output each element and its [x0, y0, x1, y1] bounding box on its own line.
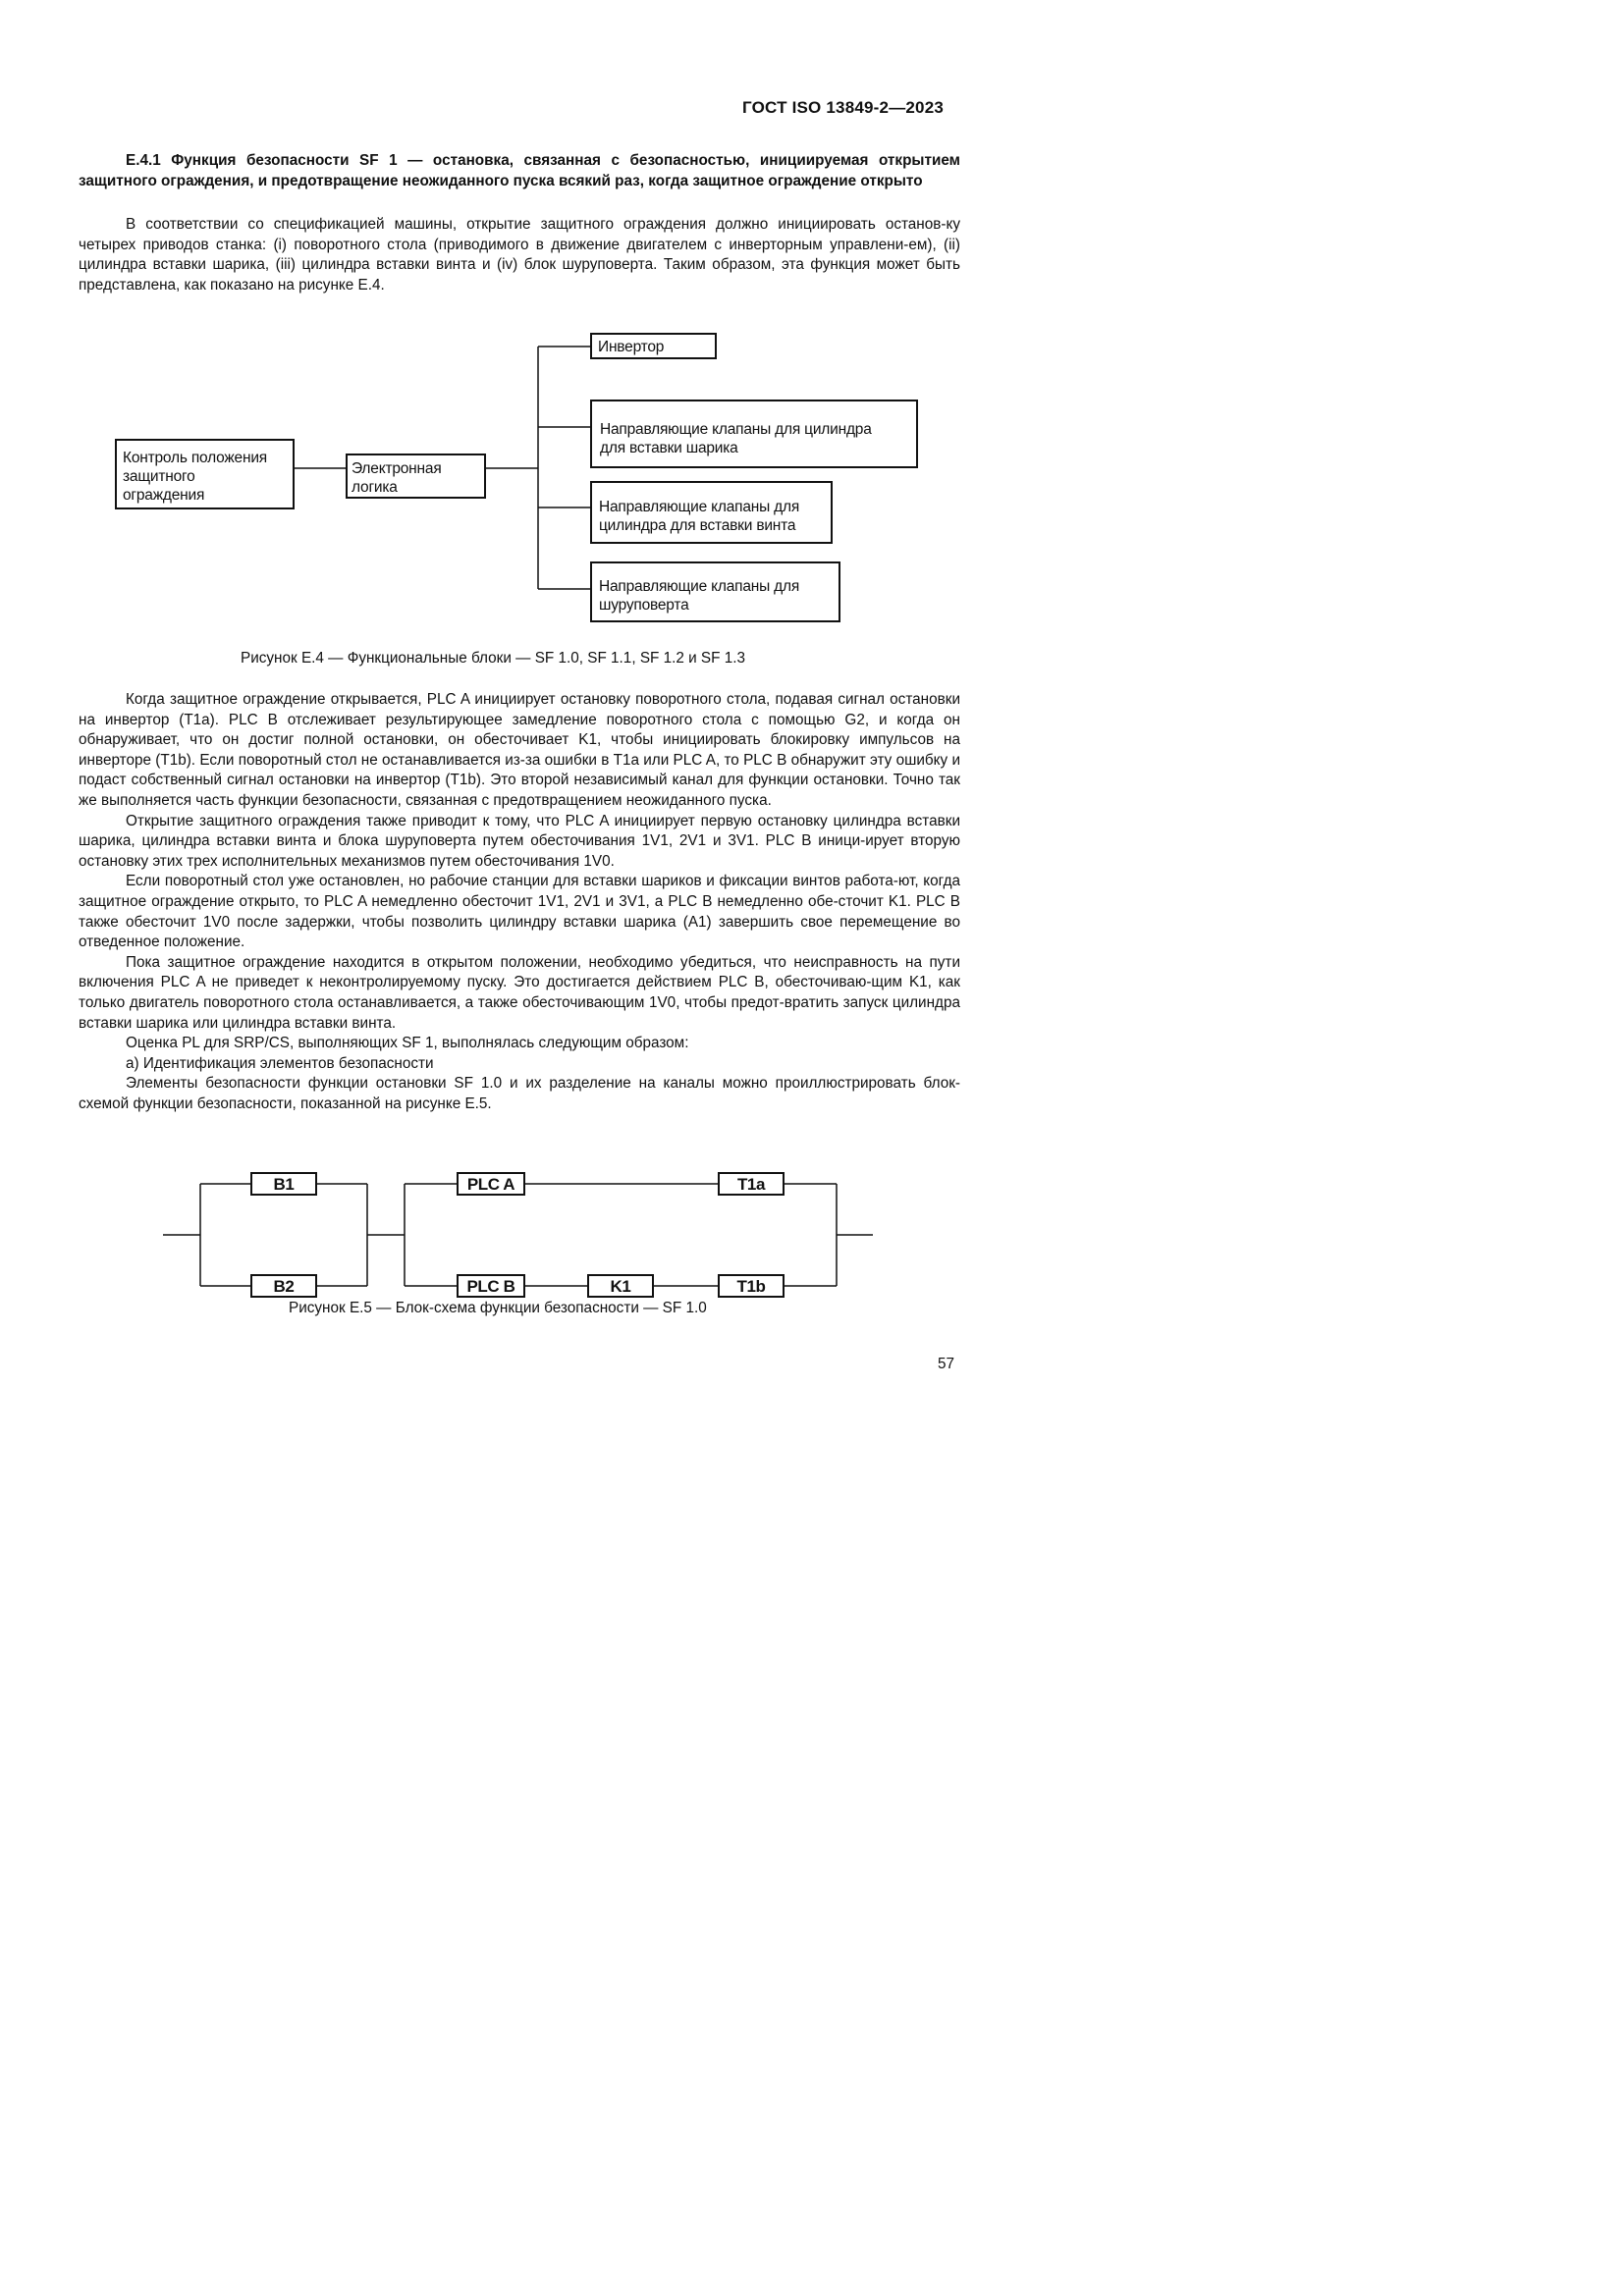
block-screwdriver-valves-label: Направляющие клапаны для шуруповерта [599, 578, 800, 614]
figure-e4-caption: Рисунок Е.4 — Функциональные блоки — SF 1.0, SF 1.1, SF 1.2 и SF 1.3 [241, 650, 745, 667]
document-header: ГОСТ ISO 13849-2—2023 [742, 98, 945, 117]
paragraph-safety-elements: Элементы безопасности функции остановки SF 1.0 и их разделение на каналы можно проиллюстрировать блок-схемой функции безопасности, показанной на рисунке Е.5. [79, 1075, 960, 1112]
block-b2-label: B2 [273, 1277, 295, 1296]
block-inverter-label: Инвертор [598, 339, 665, 355]
paragraph-guard-opening: Когда защитное ограждение открывается, PLC A инициирует остановку поворотного стола, подавая сигнал остановки на инвертор (T1a). PLC B отслеживает результирующее замедление поворотного стола с помощью G2, и когда он обнаруживает, что он достиг полной остановки, он обесточивает K1, чтобы инициировать блокировку импульсов на инверторе (T1b). Если поворотный стол не останавливается из-за ошибки в T1a или PLC A, то PLC B обнаружит эту ошибку и подаст собственный сигнал остановки на инвертор (T1b). Это второй независимый канал для функции остановки. Точно так же выполняется часть функции безопасности, связанная с предотвращением неожиданного пуска. [79, 691, 960, 809]
paragraph-pl-evaluation: Оценка PL для SRP/CS, выполняющих SF 1, выполнялась следующим образом: [126, 1035, 689, 1052]
figure-e5-diagram [163, 1173, 873, 1297]
block-t1b-label: T1b [736, 1277, 766, 1296]
paragraph-table-stopped: Если поворотный стол уже остановлен, но рабочие станции для вставки шариков и фиксации винтов работа-ют, когда защитное ограждение открыто, то PLC A немедленно обесточит 1V1, 2V1 и 3V1, а PLC B немедленно обе-сточит K1. PLC B также обесточит 1V0 после задержки, чтобы позволить цилиндру вставки шарика (A1) завершить свое перемещение во отведенное положение. [79, 873, 960, 951]
body-text [79, 690, 960, 1114]
block-guard-position-monitoring-label: Контроль положения защитного ограждения [123, 450, 267, 504]
block-k1-label: K1 [610, 1277, 631, 1296]
block-plc-a-label: PLC A [466, 1175, 515, 1194]
block-electronic-logic-label: Электронная логика [352, 460, 442, 496]
block-ball-cylinder-valves-label: Направляющие клапаны для цилиндра для вставки шарика [600, 421, 872, 456]
list-item-a: a) Идентификация элементов безопасности [126, 1054, 434, 1072]
section-heading: Е.4.1 Функция безопасности SF 1 — остановка, связанная с безопасностью, инициируемая открытием защитного ограждения, и предотвращение неожиданного пуска всякий раз, когда защитное ограждение открыто [79, 152, 960, 189]
block-plc-b-label: PLC B [466, 1277, 515, 1296]
paragraph-unexpected-start: Пока защитное ограждение находится в открытом положении, необходимо убедиться, что неисправность на пути включения PLC A не приведет к неконтролируемому пуску. Это достигается действием PLC B, обесточиваю-щим K1, как только двигатель поворотного стола останавливается, а также обесточивающим 1V0, чтобы предот-вратить запуск цилиндра вставки шарика или цилиндра вставки винта. [79, 953, 960, 1032]
paragraph-cylinder-stop: Открытие защитного ограждения также приводит к тому, что PLC A инициирует первую остановку цилиндра вставки шарика, цилиндра вставки винта и блока шуруповерта путем обесточивания 1V1, 2V1 и 3V1. PLC B иници-ирует вторую остановку этих трех исполнительных механизмов путем обесточивания 1V0. [79, 812, 960, 870]
section-intro: В соответствии со спецификацией машины, открытие защитного ограждения должно инициировать останов-ку четырех приводов станка: (i) поворотного стола (приводимого в движение двигателем с инверторным управлени-ем), (ii) цилиндра вставки шарика, (iii) цилиндра вставки винта и (iv) блок шуруповерта. Таким образом, эта функция может быть представлена, как показано на рисунке Е.4. [79, 216, 960, 294]
block-t1a-label: T1a [736, 1175, 766, 1194]
page-number: 57 [938, 1356, 955, 1372]
figure-e4-diagram [116, 334, 917, 621]
figure-e5-caption: Рисунок Е.5 — Блок-схема функции безопасности — SF 1.0 [289, 1300, 707, 1316]
block-screw-cylinder-valves-label: Направляющие клапаны для цилиндра для вставки винта [599, 499, 800, 534]
block-b1-label: B1 [273, 1175, 295, 1194]
